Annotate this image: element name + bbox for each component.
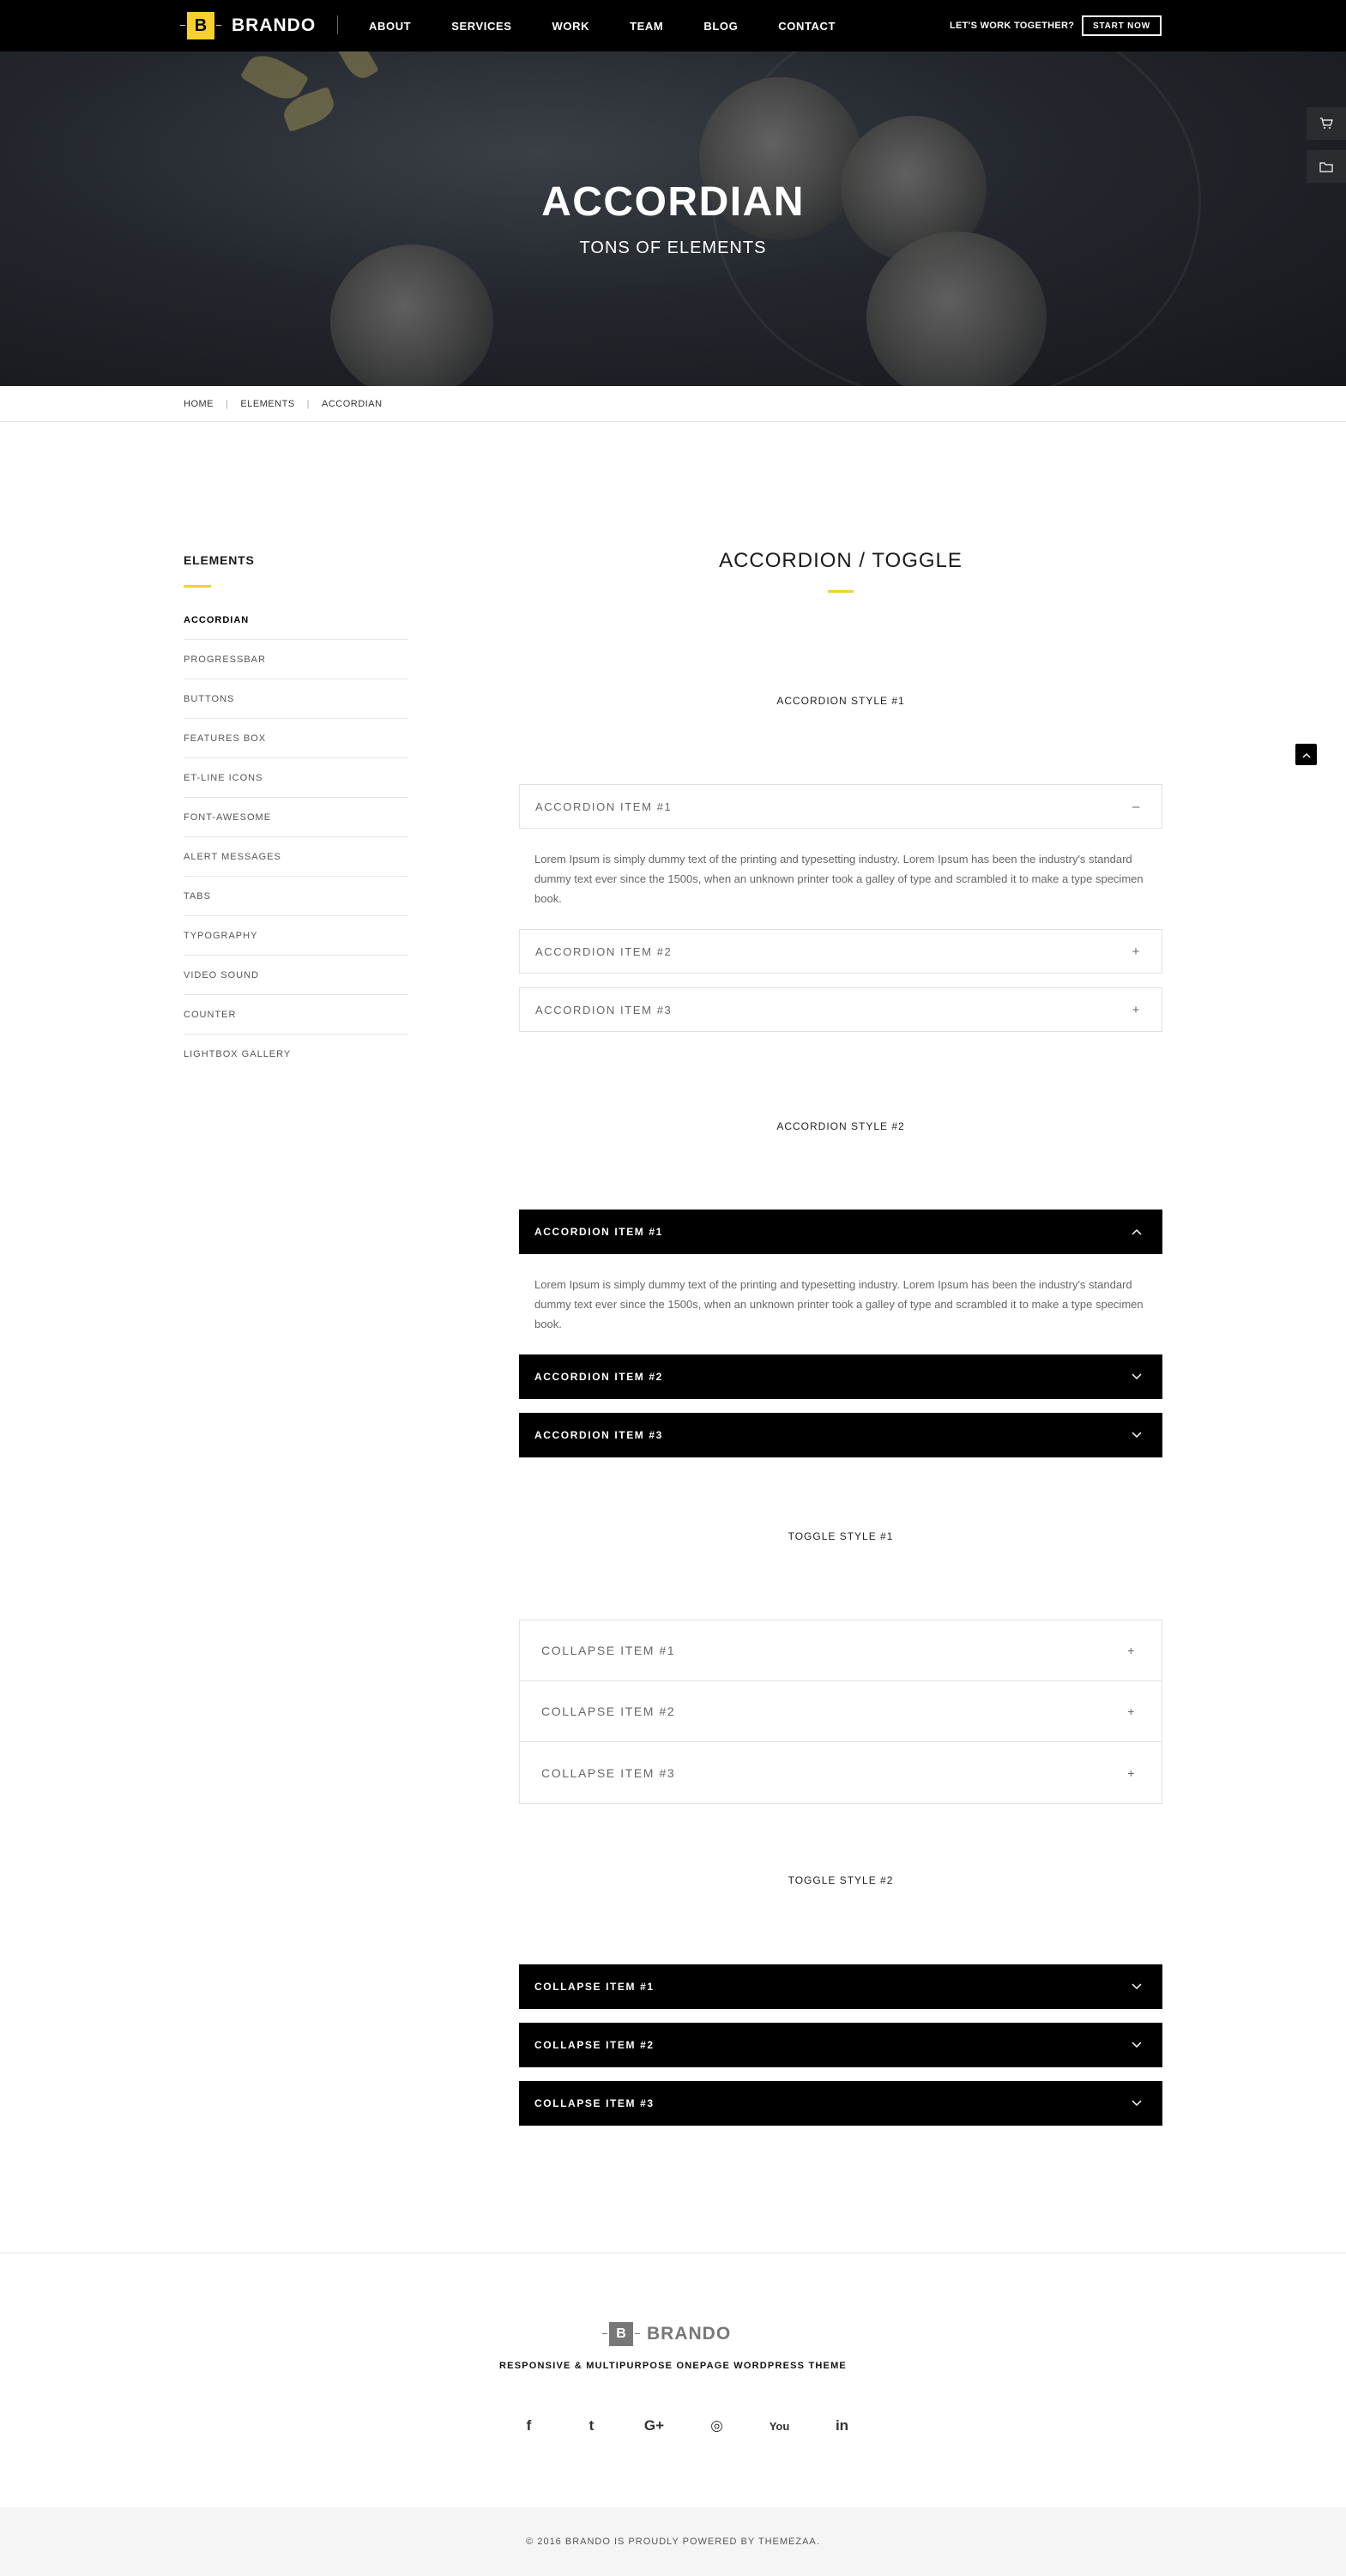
nav-divider bbox=[337, 15, 338, 34]
sidebar-item-tabs[interactable]: TABS bbox=[184, 877, 408, 916]
accordion-1-item-2-header[interactable] bbox=[519, 929, 1162, 974]
breadcrumb bbox=[184, 399, 383, 409]
accordion-2-item-1-body: Lorem Ipsum is simply dummy text of the printing and typesetting industry. Lorem Ipsum has been the industry's standard dummy text ever since the 1500s, when an unknown printer took a galley of type and scrambled it to make a type specimen book. bbox=[534, 1278, 1144, 1330]
facebook-icon[interactable]: f bbox=[526, 2417, 532, 2434]
plus-icon: + bbox=[1127, 1704, 1136, 1718]
accordion-style-2 bbox=[519, 1210, 1162, 1457]
sidebar-accent-bar bbox=[184, 585, 211, 588]
sidebar-item-video-sound[interactable]: VIDEO SOUND bbox=[184, 956, 408, 995]
hero-title: ACCORDIAN bbox=[541, 179, 805, 225]
youtube-icon[interactable]: You bbox=[769, 2419, 790, 2433]
hero-leaf-decor bbox=[337, 51, 378, 83]
sidebar-item-progressbar[interactable]: PROGRESSBAR bbox=[184, 640, 408, 679]
accordion-2-item-3-header[interactable] bbox=[519, 1413, 1162, 1457]
copyright-text: © 2016 BRANDO IS PROUDLY POWERED BY THEMEZAA. bbox=[526, 2537, 820, 2547]
plus-icon: + bbox=[1127, 1644, 1136, 1657]
breadcrumb-current: ACCORDIAN bbox=[322, 399, 383, 409]
accordion-1-item-1-header[interactable] bbox=[519, 784, 1162, 829]
nav-link-about[interactable]: ABOUT bbox=[369, 19, 412, 33]
collapse-item-label: COLLAPSE ITEM #1 bbox=[541, 1644, 676, 1657]
brand-logo[interactable] bbox=[187, 12, 316, 39]
breadcrumb-separator: | bbox=[306, 399, 311, 409]
back-to-top-button[interactable] bbox=[1295, 744, 1317, 765]
footer-logo-mark: B bbox=[609, 2322, 633, 2346]
collapse-item-label: COLLAPSE ITEM #2 bbox=[534, 2039, 655, 2051]
toggle-style-1 bbox=[519, 1620, 1162, 1804]
dribbble-icon[interactable]: ◎ bbox=[710, 2417, 723, 2434]
accordion-style-1 bbox=[519, 784, 1162, 1032]
accordion-2-item-2-header[interactable] bbox=[519, 1354, 1162, 1399]
collapse-item-label: COLLAPSE ITEM #2 bbox=[541, 1704, 676, 1718]
collapse-item-label: COLLAPSE ITEM #3 bbox=[534, 2097, 655, 2109]
toggle-2-item-3-header[interactable] bbox=[519, 2081, 1162, 2126]
sidebar-title: ELEMENTS bbox=[184, 553, 255, 567]
collapse-item-label: COLLAPSE ITEM #3 bbox=[541, 1765, 676, 1780]
hero-cookie-decor bbox=[330, 244, 493, 386]
chevron-up-icon bbox=[1132, 1226, 1142, 1238]
accordion-2-item-1-header[interactable] bbox=[519, 1210, 1162, 1254]
accordion-style-1-title: ACCORDION STYLE #1 bbox=[776, 695, 905, 707]
breadcrumb-elements[interactable]: ELEMENTS bbox=[240, 399, 295, 409]
chevron-down-icon bbox=[1132, 1429, 1142, 1441]
toggle-style-1-title: TOGGLE STYLE #1 bbox=[788, 1530, 894, 1542]
top-navbar bbox=[0, 0, 1346, 51]
plus-icon: + bbox=[1132, 1002, 1141, 1017]
chevron-up-icon bbox=[1302, 747, 1311, 763]
minus-icon: – bbox=[1132, 799, 1141, 814]
sidebar-item-typography[interactable]: TYPOGRAPHY bbox=[184, 916, 408, 956]
accordion-item-label: ACCORDION ITEM #2 bbox=[534, 1371, 663, 1383]
page-title: ACCORDION / TOGGLE bbox=[719, 549, 963, 572]
accordion-item-label: ACCORDION ITEM #3 bbox=[535, 1003, 673, 1017]
linkedin-icon[interactable]: in bbox=[835, 2417, 849, 2434]
sidebar-item-buttons[interactable]: BUTTONS bbox=[184, 679, 408, 719]
toggle-style-2-title: TOGGLE STYLE #2 bbox=[788, 1874, 894, 1886]
plus-icon: + bbox=[1132, 944, 1141, 959]
toggle-1-item-1-header[interactable] bbox=[520, 1620, 1162, 1681]
toggle-style-2 bbox=[519, 1964, 1162, 2126]
accordion-1-item-3-header[interactable] bbox=[519, 987, 1162, 1032]
accordion-style-2-title: ACCORDION STYLE #2 bbox=[776, 1120, 905, 1132]
nav-link-team[interactable]: TEAM bbox=[630, 19, 664, 33]
breadcrumb-separator: | bbox=[226, 399, 229, 409]
sidebar-item-lightbox-gallery[interactable]: LIGHTBOX GALLERY bbox=[184, 1049, 292, 1059]
toggle-2-item-2-header[interactable] bbox=[519, 2023, 1162, 2067]
footer-tagline: RESPONSIVE & MULTIPURPOSE ONEPAGE WORDPRESS THEME bbox=[499, 2361, 847, 2371]
footer-logo-text: BRANDO bbox=[647, 2324, 732, 2344]
sidebar-item-font-awesome[interactable]: FONT-AWESOME bbox=[184, 798, 408, 837]
accordion-item-label: ACCORDION ITEM #1 bbox=[535, 799, 673, 813]
nav-link-work[interactable]: WORK bbox=[552, 19, 590, 33]
toggle-1-item-2-header[interactable] bbox=[520, 1681, 1162, 1742]
nav-link-contact[interactable]: CONTACT bbox=[778, 19, 836, 33]
chevron-down-icon bbox=[1132, 1981, 1142, 1993]
breadcrumb-divider bbox=[0, 421, 1346, 422]
google-plus-icon[interactable]: G+ bbox=[643, 2417, 665, 2434]
accordion-item-label: ACCORDION ITEM #2 bbox=[535, 944, 673, 958]
sidebar-item-features-box[interactable]: FEATURES BOX bbox=[184, 719, 408, 758]
sidebar-item-et-line-icons[interactable]: ET-LINE ICONS bbox=[184, 758, 408, 798]
breadcrumb-home[interactable]: HOME bbox=[184, 399, 214, 409]
start-now-button[interactable]: START NOW bbox=[1082, 15, 1162, 36]
nav-link-blog[interactable]: BLOG bbox=[703, 19, 739, 33]
sidebar-list bbox=[184, 600, 408, 1074]
accordion-1-item-1-body: Lorem Ipsum is simply dummy text of the printing and typesetting industry. Lorem Ipsum has been the industry's standard dummy text ever since the 1500s, when an unknown printer took a galley of type and scrambled it to make a type specimen book. bbox=[534, 853, 1144, 905]
toggle-2-item-1-header[interactable] bbox=[519, 1964, 1162, 2009]
cart-icon[interactable] bbox=[1307, 107, 1346, 140]
nav-links bbox=[369, 0, 876, 51]
cta-text: LET'S WORK TOGETHER? bbox=[950, 21, 1075, 31]
logo-mark: B bbox=[187, 12, 214, 39]
title-accent-bar bbox=[828, 590, 854, 593]
chevron-down-icon bbox=[1132, 1371, 1142, 1383]
social-links bbox=[498, 2415, 873, 2437]
accordion-item-label: ACCORDION ITEM #1 bbox=[534, 1226, 663, 1238]
toggle-1-item-3-header[interactable] bbox=[520, 1742, 1162, 1803]
folder-icon[interactable] bbox=[1307, 150, 1346, 183]
sidebar-item-alert-messages[interactable]: ALERT MESSAGES bbox=[184, 837, 408, 877]
nav-link-services[interactable]: SERVICES bbox=[451, 19, 512, 33]
chevron-down-icon bbox=[1132, 2039, 1142, 2051]
chevron-down-icon bbox=[1132, 2097, 1142, 2109]
footer-logo[interactable] bbox=[609, 2322, 731, 2346]
sidebar-item-accordian[interactable]: ACCORDIAN bbox=[184, 600, 408, 640]
hero-subtitle: TONS OF ELEMENTS bbox=[579, 238, 767, 257]
collapse-item-label: COLLAPSE ITEM #1 bbox=[534, 1981, 655, 1993]
accordion-item-label: ACCORDION ITEM #3 bbox=[534, 1429, 663, 1441]
logo-text: BRANDO bbox=[232, 15, 317, 35]
plus-icon: + bbox=[1127, 1765, 1136, 1780]
twitter-icon[interactable]: t bbox=[588, 2417, 595, 2434]
sidebar-item-counter[interactable]: COUNTER bbox=[184, 995, 408, 1035]
